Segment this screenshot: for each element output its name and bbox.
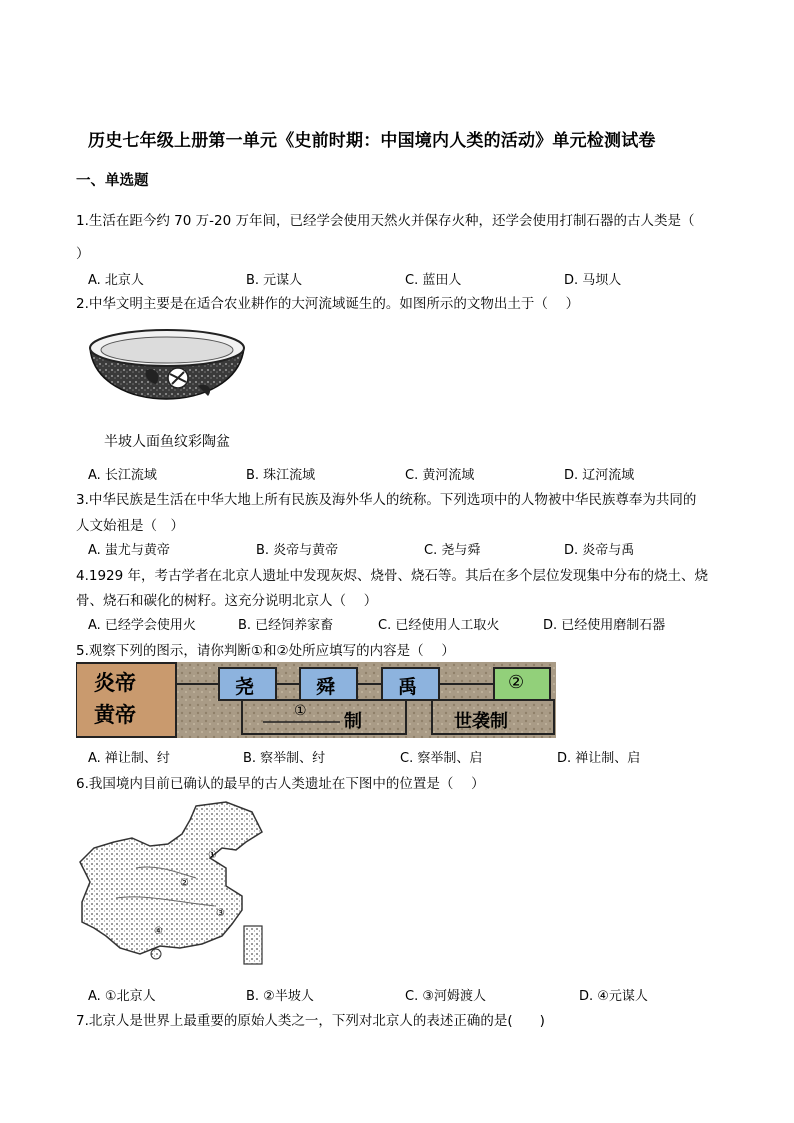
q2-option-b[interactable]: B. 珠江流域 [246,468,316,483]
q5-option-a[interactable]: A. 禅让制、纣 [88,751,170,766]
china-map-image [76,798,268,970]
q5-option-c[interactable]: C. 察举制、启 [400,751,483,766]
q1-option-c[interactable]: C. 蓝田人 [405,273,462,288]
question-4-text: 4.1929 年，考古学者在北京人遗址中发现灰烬、烧骨、烧石等。其后在多个层位发现集中分布的烧土、烧 [76,568,709,584]
diagram-huangdi: 黄帝 [94,702,136,727]
q6-option-c[interactable]: C. ③河姆渡人 [405,989,486,1004]
pottery-basin-image [86,326,248,426]
question-7-text: 7.北京人是世界上最重要的原始人类之一，下列对北京人的表述正确的是( ) [76,1013,545,1029]
q5-option-b[interactable]: B. 察举制、纣 [243,751,326,766]
diagram-blank-2: ② [508,672,525,693]
q3-option-c[interactable]: C. 尧与舜 [424,543,481,558]
diagram-shixi: 世袭制 [454,711,508,732]
q6-option-d[interactable]: D. ④元谋人 [579,989,648,1004]
question-6-text: 6.我国境内目前已确认的最早的古人类遗址在下图中的位置是（ ） [76,776,485,792]
diagram-blank-1: ① [294,703,307,719]
q1-option-b[interactable]: B. 元谋人 [246,273,303,288]
question-5-text: 5.观察下列的图示，请你判断①和②处所应填写的内容是（ ） [76,643,455,659]
q4-option-d[interactable]: D. 已经使用磨制石器 [543,618,666,633]
succession-diagram [76,662,556,738]
question-1-text: 1.生活在距今约 70 万-20 万年间，已经学会使用天然火并保存火种，还学会使用打制石器的古人类是（ [76,213,695,229]
q5-option-d[interactable]: D. 禅让制、启 [557,751,641,766]
q3-option-b[interactable]: B. 炎帝与黄帝 [256,543,339,558]
q6-option-a[interactable]: A. ①北京人 [88,989,156,1004]
q3-option-a[interactable]: A. 蚩尤与黄帝 [88,543,170,558]
q2-option-d[interactable]: D. 辽河流域 [564,468,635,483]
diagram-shun: 舜 [316,676,336,698]
q4-option-c[interactable]: C. 已经使用人工取火 [378,618,500,633]
question-3-text-cont: 人文始祖是（ ） [76,518,184,534]
q1-option-d[interactable]: D. 马坝人 [564,273,622,288]
map-marker-2: ② [180,878,189,889]
q1-option-a[interactable]: A. 北京人 [88,273,144,288]
map-marker-1: ① [208,850,217,861]
question-3-text: 3.中华民族是生活在中华大地上所有民族及海外华人的统称。下列选项中的人物被中华民族尊奉为共同的 [76,492,697,508]
q6-option-b[interactable]: B. ②半坡人 [246,989,314,1004]
section-heading: 一、单选题 [76,173,149,189]
diagram-yao: 尧 [235,676,255,698]
q4-option-b[interactable]: B. 已经饲养家畜 [238,618,334,633]
page-title: 历史七年级上册第一单元《史前时期：中国境内人类的活动》单元检测试卷 [88,131,656,151]
diagram-yandi: 炎帝 [94,670,136,695]
diagram-yu: 禹 [398,676,418,698]
q4-option-a[interactable]: A. 已经学会使用火 [88,618,196,633]
map-marker-4: ④ [154,926,163,937]
map-marker-3: ③ [216,908,225,919]
q3-option-d[interactable]: D. 炎帝与禹 [564,543,635,558]
question-2-text: 2.中华文明主要是在适合农业耕作的大河流域诞生的。如图所示的文物出土于（ ） [76,296,580,312]
diagram-zhi: 制 [344,711,362,732]
q2-option-c[interactable]: C. 黄河流域 [405,468,475,483]
question-4-text-cont: 骨、烧石和碳化的树籽。这充分说明北京人（ ） [76,593,378,609]
q2-option-a[interactable]: A. 长江流域 [88,468,157,483]
pottery-caption: 半坡人面鱼纹彩陶盆 [104,434,230,450]
question-1-text-cont: ） [76,246,90,262]
